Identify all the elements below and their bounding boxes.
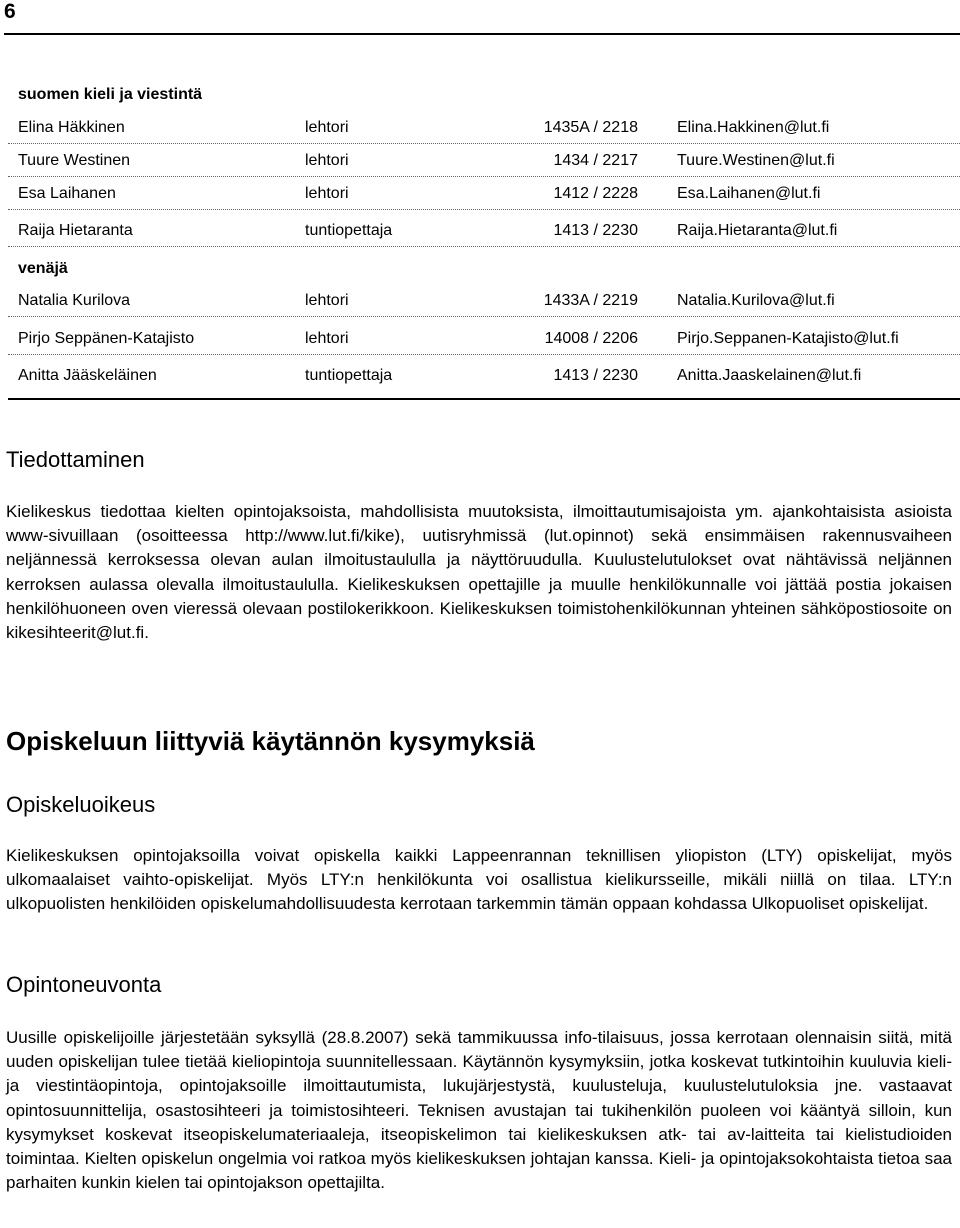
table-row	[8, 284, 960, 317]
staff-name: Raija Hietaranta	[18, 222, 133, 239]
staff-room: 1435A / 2218	[543, 119, 638, 136]
heading-main: Opiskeluun liittyviä käytännön kysymyksiä	[6, 726, 535, 756]
staff-email[interactable]: Anitta.Jaaskelainen@lut.fi	[677, 367, 862, 384]
paragraph-tiedottaminen: Kielikeskus tiedottaa kielten opintojaksoista, mahdollisista muutoksista, ilmoittautumisajoista ym. ajankohtaisista asioista www-sivuillaan (osoitteessa http://www.lut.fi/kike), uutisryhmissä (lut.opinnot) sekä ensimmäisen rakennusvaiheen neljännessä kerroksessa olevan aulan ilmoitustaululla ja näyttöruudulla. Kuulustelutulokset ovat nähtävissä neljännen kerroksen aulassa olevalla ilmoitustaululla. Kielikeskuksen opettajille ja muulle henkilökunnalle voi jättää postia jokaisen henkilöhuoneen oven vieressä olevaan postilokerikkoon. Kielikeskuksen toimistohenkilökunnan yhteinen sähköpostiosoite on kikesihteerit@lut.fi.	[6, 502, 952, 643]
staff-role: tuntiopettaja	[305, 222, 393, 239]
table-row	[8, 144, 960, 177]
staff-room: 1412 / 2228	[553, 185, 638, 202]
staff-room: 1413 / 2230	[553, 367, 638, 384]
staff-name: Pirjo Seppänen-Katajisto	[18, 330, 195, 347]
table-row	[8, 111, 960, 144]
staff-email[interactable]: Raija.Hietaranta@lut.fi	[677, 222, 838, 239]
staff-room: 1434 / 2217	[553, 152, 638, 169]
staff-name: Esa Laihanen	[18, 185, 116, 202]
staff-email[interactable]: Pirjo.Seppanen-Katajisto@lut.fi	[677, 330, 899, 347]
table-row	[8, 359, 960, 391]
staff-room: 1433A / 2219	[543, 292, 638, 309]
staff-name: Tuure Westinen	[18, 152, 131, 169]
heading-tiedottaminen: Tiedottaminen	[6, 447, 145, 472]
staff-role: lehtori	[305, 292, 349, 309]
staff-name: Natalia Kurilova	[18, 292, 131, 309]
staff-role: lehtori	[305, 330, 349, 347]
top-divider	[4, 33, 960, 35]
heading-opintoneuvonta: Opintoneuvonta	[6, 972, 162, 997]
table-row	[8, 177, 960, 210]
paragraph-opintoneuvonta: Uusille opiskelijoille järjestetään syksyllä (28.8.2007) sekä tammikuussa info-tilaisuus, jossa kerrotaan olennaisin siitä, mitä uuden opiskelijan tulee tietää kieliopintoja suunnitellessaan. Käytännön kysymyksiin, jotka koskevat tutkintoihin kuuluvia kieli- ja viestintäopintoja, opintojaksoille ilmoittautumista, lukujärjestystä, kuulusteluja, kuulustelutuloksia jne. vastaavat opintosuunnittelija, osastosihteeri ja toimistosihteeri. Teknisen avustajan tai tukihenkilön puoleen voi kääntyä silloin, kun kysymykset koskevat itseopiskelumateriaaleja, itseopiskelimon tai kielikeskuksen atk- tai av-laitteita tai kielistudioiden toimintaa. Kielten opiskelun ongelmia voi ratkoa myös kielikeskuksen johtajan kanssa. Kieli- ja opintojaksokohtaista tietoa saa parhaiten kunkin kielen tai opintojakson opettajilta.	[6, 1028, 952, 1193]
staff-name: Anitta Jääskeläinen	[18, 367, 157, 384]
staff-email[interactable]: Natalia.Kurilova@lut.fi	[677, 292, 835, 309]
page-number: 6	[4, 0, 16, 23]
staff-role: lehtori	[305, 185, 349, 202]
group-title-venaja: venäjä	[18, 260, 68, 277]
staff-email[interactable]: Elina.Hakkinen@lut.fi	[677, 119, 830, 136]
staff-role: tuntiopettaja	[305, 367, 393, 384]
staff-room: 14008 / 2206	[544, 330, 638, 347]
staff-name: Elina Häkkinen	[18, 119, 125, 136]
staff-email[interactable]: Tuure.Westinen@lut.fi	[677, 152, 835, 169]
staff-role: lehtori	[305, 152, 349, 169]
table-bottom-divider	[8, 398, 960, 400]
staff-role: lehtori	[305, 119, 349, 136]
table-row	[8, 322, 960, 355]
heading-opiskeluoikeus: Opiskeluoikeus	[6, 792, 156, 817]
table-row	[8, 214, 960, 247]
staff-email[interactable]: Esa.Laihanen@lut.fi	[677, 185, 821, 202]
group-title-suomi: suomen kieli ja viestintä	[18, 86, 203, 103]
paragraph-opiskeluoikeus: Kielikeskuksen opintojaksoilla voivat opiskella kaikki Lappeenrannan teknillisen yliopiston (LTY) opiskelijat, myös ulkomaalaiset vaihto-opiskelijat. Myös LTY:n henkilökunta voi osallistua kielikursseille, mikäli niillä on tilaa. LTY:n ulkopuolisten henkilöiden opiskelumahdollisuudesta kerrotaan tarkemmin tämän oppaan kohdassa Ulkopuoliset opiskelijat.	[6, 846, 952, 914]
staff-room: 1413 / 2230	[553, 222, 638, 239]
